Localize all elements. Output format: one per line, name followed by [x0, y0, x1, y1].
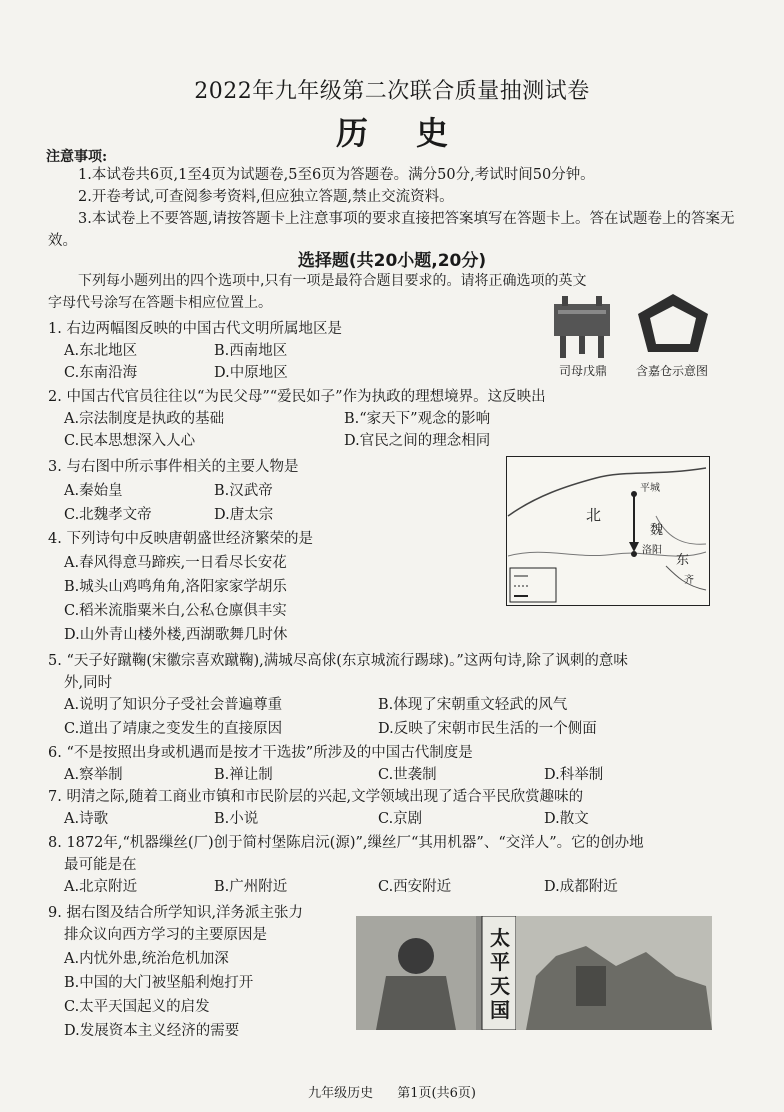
- q2-option-b: B.“家天下”观念的影响: [344, 411, 491, 427]
- q8-option-a: A.北京附近: [64, 879, 138, 895]
- q5-option-d: D.反映了宋朝市民生活的一个侧面: [378, 721, 597, 737]
- q2-option-a: A.宗法制度是执政的基础: [64, 411, 225, 427]
- question-8-stem-cont: 最可能是在: [64, 857, 137, 873]
- section-heading: 选择题(共20小题,20分): [297, 251, 487, 271]
- q2-option-c: C.民本思想深入人心: [64, 433, 196, 449]
- map-label: 平城: [640, 483, 660, 494]
- question-5-stem: 5. “天子好蹴鞠(宋徽宗喜欢蹴鞠),满城尽高俅(东京城流行踢球)。”这两句诗,除了讽刺的意味: [48, 653, 628, 669]
- collage-label: 太平天国: [490, 926, 510, 1022]
- footer-grade-subject: 九年级历史: [308, 1086, 374, 1101]
- question-3-stem: 3. 与右图中所示事件相关的主要人物是: [48, 459, 299, 475]
- notice-item: 2.开卷考试,可查阅参考资料,但应独立答题,禁止交流资料。: [78, 189, 454, 205]
- section-intro: 下列每小题列出的四个选项中,只有一项是最符合题目要求的。请将正确选项的英文字母代号涂写在答题卡相应位置上。: [48, 273, 587, 311]
- granary-caption: 含嘉仓示意图: [635, 364, 708, 378]
- q6-option-b: B.禅让制: [214, 767, 273, 783]
- q4-option-a: A.春风得意马蹄疾,一日看尽长安花: [64, 555, 287, 571]
- q6-option-d: D.科举制: [544, 767, 604, 783]
- map-label: 齐: [684, 575, 694, 586]
- q6-option-c: C.世袭制: [378, 767, 437, 783]
- question-2-stem: 2. 中国古代官员往往以“为民父母”“爱民如子”作为执政的理想境界。这反映出: [48, 389, 546, 405]
- exam-title: 2022年九年级第二次联合质量抽测试卷: [194, 79, 590, 104]
- map-label: 北: [586, 506, 602, 524]
- notice-heading: 注意事项:: [46, 149, 108, 165]
- ding-caption: 司母戊鼎: [558, 364, 607, 378]
- q5-option-b: B.体现了宋朝重文轻武的风气: [378, 697, 568, 713]
- q2-option-d: D.官民之间的理念相同: [344, 433, 491, 449]
- map-label: 东: [676, 553, 690, 568]
- q4-option-b: B.城头山鸡鸣角角,洛阳家家学胡乐: [64, 579, 287, 595]
- q3-option-c: C.北魏孝文帝: [64, 507, 152, 523]
- question-4-stem: 4. 下列诗句中反映唐朝盛世经济繁荣的是: [48, 531, 313, 547]
- subject-title: 历史: [335, 114, 496, 152]
- q1-option-b: B.西南地区: [214, 343, 288, 359]
- footer-page-number: 第1页(共6页): [397, 1086, 476, 1101]
- q3-option-a: A.秦始皇: [64, 483, 123, 499]
- question-7-stem: 7. 明清之际,随着工商业市镇和市民阶层的兴起,文学领域出现了适合平民欣赏趣味的: [48, 789, 584, 805]
- q3-option-d: D.唐太宗: [214, 507, 274, 523]
- question-9-stem: 9. 据右图及结合所学知识,洋务派主张力: [48, 905, 304, 921]
- q7-option-c: C.京剧: [378, 811, 423, 827]
- ding-image: [544, 296, 620, 360]
- q1-option-d: D.中原地区: [214, 365, 288, 381]
- page-footer: [0, 1082, 784, 1101]
- q7-option-d: D.散文: [544, 811, 589, 827]
- q5-option-a: A.说明了知识分子受社会普遍尊重: [64, 697, 283, 713]
- q6-option-a: A.察举制: [64, 767, 123, 783]
- q9-option-a: A.内忧外患,统治危机加深: [64, 951, 229, 967]
- question-9-stem-cont: 排众议向西方学习的主要原因是: [64, 927, 267, 943]
- map-label: 魏: [650, 523, 664, 538]
- q4-option-c: C.稻米流脂粟米白,公私仓廪俱丰实: [64, 603, 287, 619]
- q9-option-c: C.太平天国起义的启发: [64, 999, 210, 1015]
- q1-option-c: C.东南沿海: [64, 365, 138, 381]
- question-6-stem: 6. “不是按照出身或机遇而是按才干选拔”所涉及的中国古代制度是: [48, 745, 473, 761]
- granary-diagram: [636, 292, 710, 354]
- q9-photo-collage: [356, 916, 712, 1030]
- q5-option-c: C.道出了靖康之变发生的直接原因: [64, 721, 283, 737]
- question-5-stem-cont: 外,同时: [64, 675, 113, 691]
- question-8-stem: 8. 1872年,“机器缫丝(厂)创于简村堡陈启沅(源)”,缫丝厂“其用机器”、“交洋人”。它的创办地: [48, 835, 644, 851]
- q8-option-b: B.广州附近: [214, 879, 288, 895]
- notice-item: 1.本试卷共6页,1至4页为试题卷,5至6页为答题卷。满分50分,考试时间50分钟。: [78, 167, 595, 183]
- q7-option-b: B.小说: [214, 811, 259, 827]
- q4-option-d: D.山外青山楼外楼,西湖歌舞几时休: [64, 627, 288, 643]
- notice-item: 3.本试卷上不要答题,请按答题卡上注意事项的要求直接把答案填写在答题卡上。答在试题卷上的答案无效。: [48, 211, 735, 249]
- map-label: 洛阳: [642, 545, 662, 556]
- question-1-stem: 1. 右边两幅图反映的中国古代文明所属地区是: [48, 321, 342, 337]
- q3-option-b: B.汉武帝: [214, 483, 273, 499]
- q9-option-b: B.中国的大门被坚船利炮打开: [64, 975, 254, 991]
- q8-option-c: C.西安附近: [378, 879, 452, 895]
- q8-option-d: D.成都附近: [544, 879, 618, 895]
- q1-option-a: A.东北地区: [64, 343, 138, 359]
- q9-option-d: D.发展资本主义经济的需要: [64, 1023, 240, 1039]
- q7-option-a: A.诗歌: [64, 811, 109, 827]
- migration-map: [506, 456, 710, 606]
